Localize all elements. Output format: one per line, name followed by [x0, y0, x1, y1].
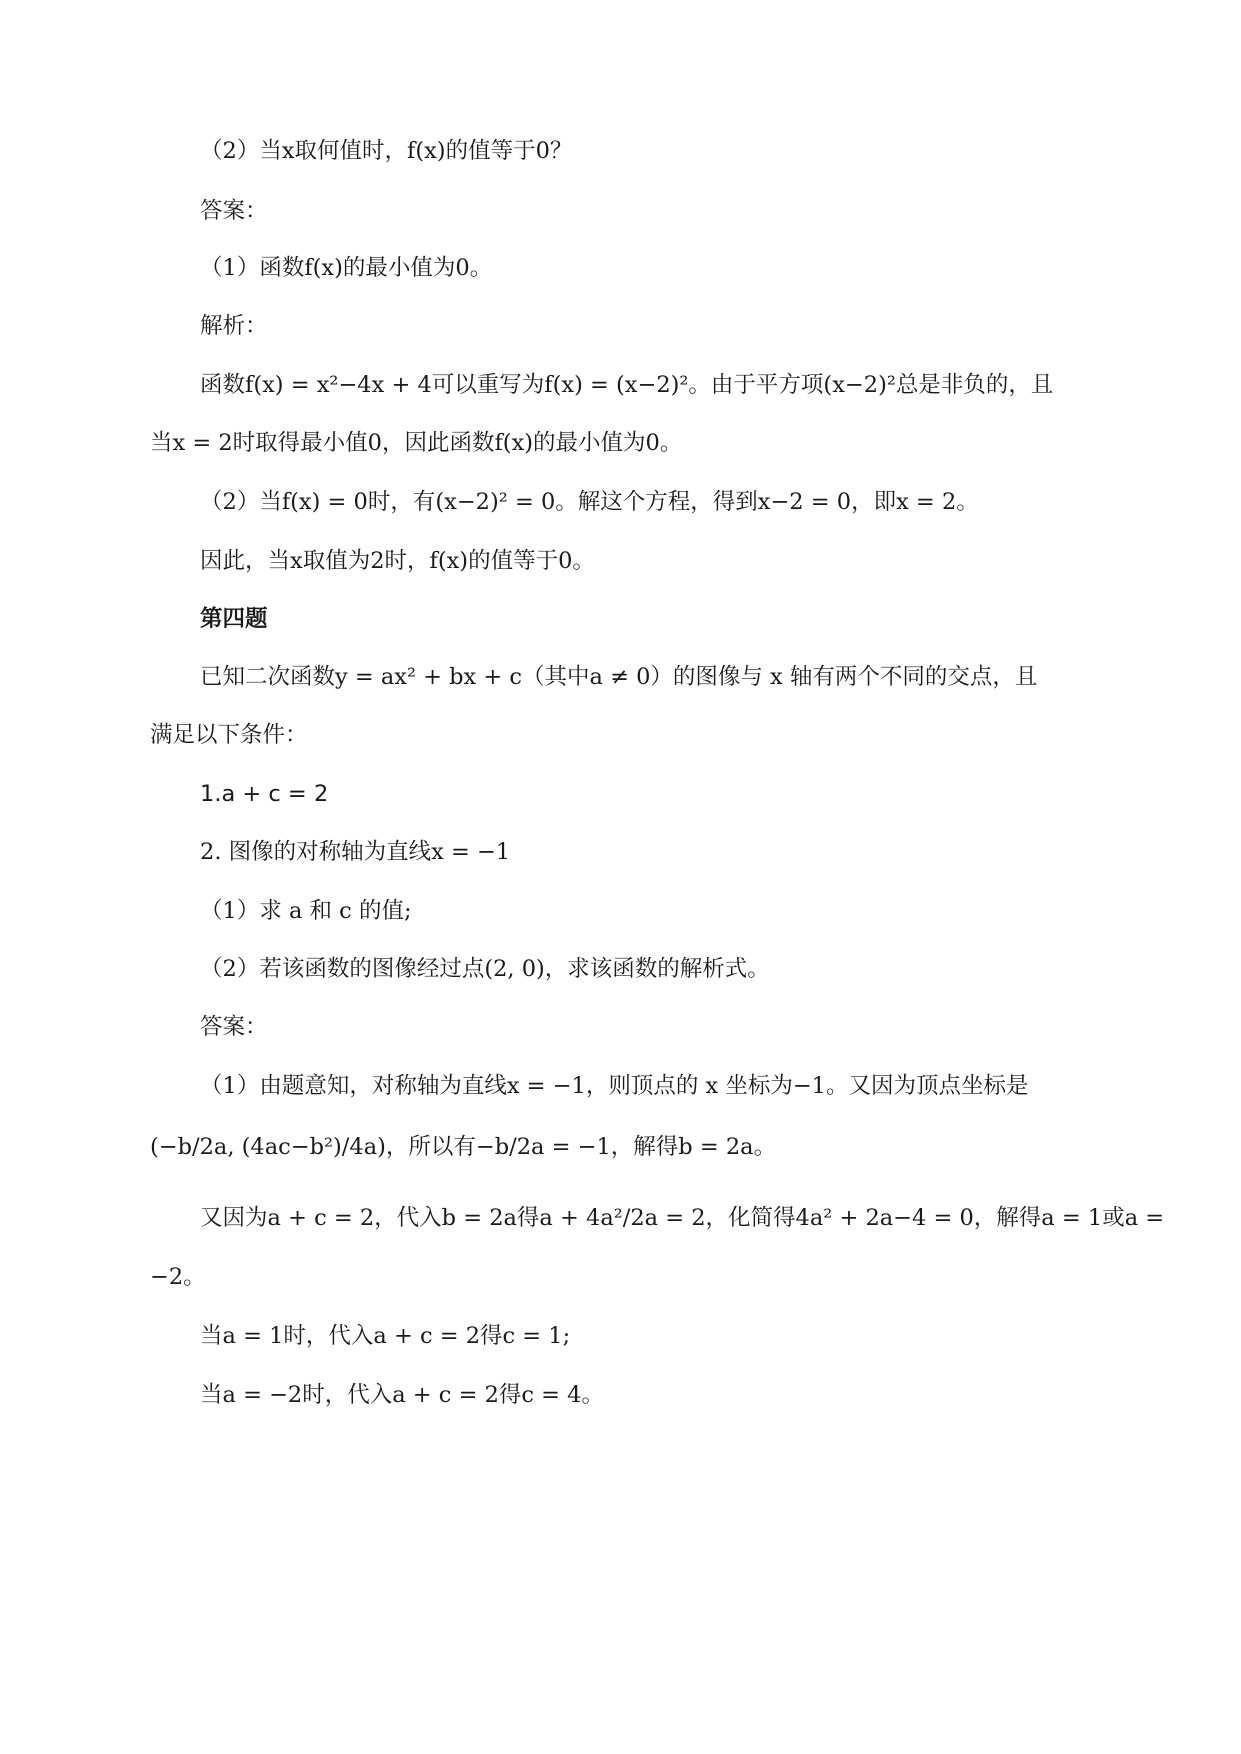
q4-part1: （1）求 a 和 c 的值;	[200, 898, 412, 924]
analysis-line1: 函数f(x) = x²−4x + 4可以重写为f(x) = (x−2)²。由于平方项(x−2)²总是非负的，且	[200, 372, 1054, 398]
q4-solution-line4: −2。	[150, 1264, 206, 1290]
q4-title: 第四题	[200, 606, 268, 632]
q4-solution-line3: 又因为a + c = 2，代入b = 2a得a + 4a²/2a = 2，化简得4a² + 2a−4 = 0，解得a = 1或a =	[200, 1205, 1165, 1231]
q4-condition2: 2. 图像的对称轴为直线x = −1	[200, 839, 511, 865]
q4-solution-line1: （1）由题意知，对称轴为直线x = −1，则顶点的 x 坐标为−1。又因为顶点坐标是	[200, 1073, 1029, 1099]
q3-answer1: （1）函数f(x)的最小值为0。	[200, 255, 493, 281]
q4-solution-line2: (−b/2a, (4ac−b²)/4a)，所以有−b/2a = −1，解得b = 2a。	[150, 1134, 777, 1160]
q3-part2: （2）当x取何值时，f(x)的值等于0？	[200, 138, 573, 164]
q4-stem-line1: 已知二次函数y = ax² + bx + c（其中a ≠ 0）的图像与 x 轴有两个不同的交点，且	[200, 664, 1038, 690]
analysis-label: 解析：	[200, 313, 268, 339]
q4-solution-line5: 当a = 1时，代入a + c = 2得c = 1;	[200, 1323, 571, 1349]
q4-condition1: 1.a + c = 2	[200, 781, 329, 807]
answer-label-2: 答案：	[200, 1014, 268, 1040]
q4-stem-line2: 满足以下条件：	[150, 722, 308, 748]
q3-answer2: （2）当f(x) = 0时，有(x−2)² = 0。解这个方程，得到x−2 = 0，即x = 2。	[200, 489, 979, 515]
analysis-line2: 当x = 2时取得最小值0，因此函数f(x)的最小值为0。	[150, 430, 683, 456]
q4-part2: （2）若该函数的图像经过点(2, 0)，求该函数的解析式。	[200, 956, 770, 982]
q4-solution-line6: 当a = −2时，代入a + c = 2得c = 4。	[200, 1382, 604, 1408]
q3-conclusion: 因此，当x取值为2时，f(x)的值等于0。	[200, 548, 595, 574]
answer-label: 答案：	[200, 198, 268, 224]
